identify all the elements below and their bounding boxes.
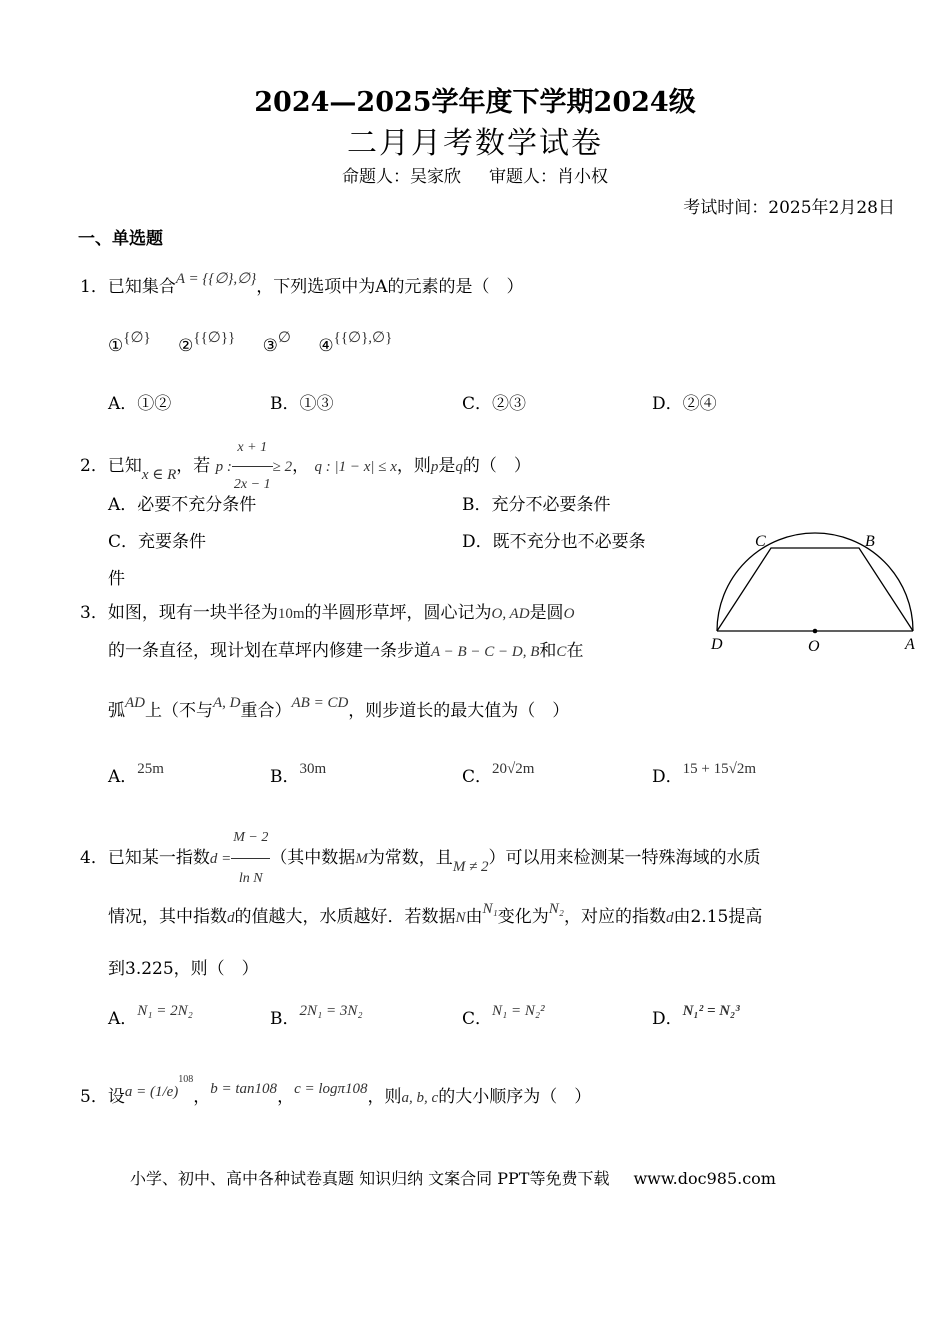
question-text: 情况，其中指数 [108, 907, 227, 927]
fraction-numerator: x + 1 [232, 430, 273, 467]
option-label: A． [108, 767, 138, 787]
math-expression: AD [125, 695, 145, 711]
question-number: 2． [80, 456, 108, 476]
question-text: （其中数据 [270, 848, 356, 868]
math-expression: ∅ [277, 330, 291, 346]
question-text: 在 [566, 641, 584, 661]
math-expression: p [430, 459, 439, 475]
question-text: 为常数，且 [367, 848, 453, 868]
label-a: A [905, 636, 915, 653]
option-label: C． [462, 767, 493, 787]
question-text: ，下列选项中为A的元素的是（ ） [256, 277, 524, 297]
option-b[interactable]: B．充分不必要条件 [462, 495, 611, 515]
option-value: 25m [137, 761, 164, 777]
math-expression: AB = CD [291, 695, 349, 711]
option-label: D． [652, 1009, 683, 1029]
question-text: 上（不与 [145, 701, 213, 721]
question-number: 3． [80, 603, 108, 623]
label-b: B [865, 533, 875, 550]
item-mark: ① [108, 336, 124, 356]
question-4 [80, 818, 761, 899]
q1-items [108, 330, 393, 356]
question-text: ，对应的指数 [563, 907, 666, 927]
question-text: 弧 [108, 701, 125, 721]
question-number: 5． [80, 1087, 108, 1107]
option-value: 2N₁ = 3N₂ [299, 1003, 363, 1019]
math-expression: {{∅},∅} [333, 330, 393, 346]
item-mark: ③ [262, 336, 278, 356]
question-text: 已知某一指数 [107, 848, 210, 868]
option-label: D． [652, 767, 683, 787]
fraction [231, 818, 270, 899]
math-expression: d [227, 910, 235, 926]
question-text: ，则 [396, 456, 431, 476]
math-expression: A = {{∅},∅} [175, 271, 257, 287]
math-expression: M [355, 851, 368, 867]
exam-time: 考试时间：2025年2月28日 [683, 198, 895, 218]
option-d-wrap: 件 [108, 569, 125, 589]
fraction-numerator: M − 2 [231, 818, 270, 859]
math-expression: N [455, 910, 466, 926]
math-expression: A − B − C − D, B [431, 644, 540, 660]
label-d: D [711, 636, 723, 653]
option-a[interactable]: A．①② [108, 394, 172, 414]
exam-title-line2: 二月月考数学试卷 [347, 126, 603, 161]
math-expression: p : [215, 459, 232, 475]
question-text: 的值越大，水质越好．若数据 [234, 907, 456, 927]
option-d[interactable] [652, 762, 756, 787]
option-b[interactable] [270, 1004, 363, 1029]
author-label: 命题人： [342, 167, 410, 187]
footer-text: 小学、初中、高中各种试卷真题 知识归纳 文案合同 PPT等免费下载 [130, 1169, 610, 1188]
option-a[interactable] [108, 1004, 193, 1029]
math-expression: a, b, c [401, 1090, 439, 1106]
question-4-line3: 到3.225，则（ ） [108, 959, 259, 979]
fraction-denominator: ln N [238, 871, 263, 886]
question-text: 设 [107, 1087, 125, 1107]
math-expression: A, D [213, 695, 241, 711]
author-line [0, 162, 950, 187]
option-b[interactable]: B．①③ [270, 394, 334, 414]
footer [130, 1166, 776, 1189]
question-4-line2 [108, 902, 762, 927]
center-point [813, 629, 818, 634]
question-text: 重合） [240, 701, 292, 721]
question-text: 和 [539, 641, 557, 661]
question-text: 的一条直径，现计划在草坪内修建一条步道 [108, 641, 431, 661]
option-a[interactable]: A．必要不充分条件 [108, 495, 257, 515]
option-d[interactable]: D．既不充分也不必要条 [462, 532, 646, 552]
option-value: N₁² = N₂³ [682, 1003, 740, 1019]
math-expression: q : |1 − x| ≤ x [314, 459, 397, 475]
question-text: ，则 [367, 1087, 402, 1107]
math-exponent: 108 [178, 1074, 194, 1085]
math-expression: ≥ 2 [272, 459, 293, 475]
math-expression: b = tan108 [210, 1081, 278, 1097]
math-expression: C [556, 644, 567, 660]
item-mark: ④ [318, 336, 334, 356]
option-b[interactable] [270, 762, 326, 787]
math-expression: N₂ [548, 901, 564, 917]
math-expression: {{∅}} [193, 330, 236, 346]
footer-url[interactable]: www.doc985.com [633, 1169, 776, 1188]
option-c[interactable]: C．充要条件 [108, 532, 207, 552]
math-expression: q [455, 459, 463, 475]
math-expression: M ≠ 2 [452, 859, 489, 875]
question-number: 4． [80, 848, 108, 868]
question-text: 已知集合 [107, 277, 176, 297]
question-text: 已知 [107, 456, 142, 476]
option-label: B． [270, 767, 300, 787]
question-text: 变化为 [497, 907, 549, 927]
question-text: 是圆 [529, 603, 564, 623]
option-label: B． [270, 1009, 300, 1029]
math-expression: c = logπ108 [294, 1081, 368, 1097]
math-expression: 10m [277, 606, 305, 622]
exam-title-line1: 2024—2025学年度下学期2024级 [254, 87, 696, 118]
question-3-line3 [108, 696, 569, 721]
option-a[interactable] [108, 762, 164, 787]
option-d[interactable]: D．②④ [652, 394, 717, 414]
label-o: O [808, 638, 820, 655]
option-value: 30m [299, 761, 327, 777]
question-text: ， [292, 456, 310, 476]
author-name: 吴家欣 [410, 167, 461, 187]
question-5 [80, 1074, 592, 1107]
question-text: ， [193, 1087, 211, 1107]
math-expression: N₁ [482, 901, 498, 917]
option-c[interactable] [462, 1004, 545, 1029]
math-expression: d = [209, 851, 232, 867]
option-value: N₁ = N₂² [492, 1003, 545, 1019]
math-expression: O [563, 606, 575, 622]
fraction-denominator: 2x − 1 [233, 477, 271, 492]
reviewer-name: 肖小权 [557, 167, 608, 187]
option-value: 15 + 15√2m [682, 761, 756, 777]
reviewer-label: 审题人： [489, 167, 557, 187]
question-3-line2 [108, 636, 583, 661]
question-text: ， [277, 1087, 295, 1107]
semicircle-figure [705, 525, 930, 660]
label-c: C [755, 533, 766, 550]
math-expression: x ∈ R [141, 467, 177, 483]
question-text: ）可以用来检测某一特殊海域的水质 [488, 848, 761, 868]
option-label: C． [462, 1009, 493, 1029]
option-d[interactable] [652, 1004, 740, 1029]
option-c[interactable] [462, 762, 534, 787]
question-text: 如图，现有一块半径为 [107, 603, 278, 623]
section-heading: 一、单选题 [78, 229, 163, 249]
question-1 [80, 272, 524, 297]
question-text: 的半圆形草坪，圆心记为 [304, 603, 492, 623]
question-text: 由 [465, 907, 483, 927]
question-text: 由2.15提高 [673, 907, 763, 927]
question-text: 是 [438, 456, 456, 476]
option-c[interactable]: C．②③ [462, 394, 527, 414]
math-expression: d [665, 910, 674, 926]
option-value: 20√2m [492, 761, 535, 777]
math-expression: a = (1/e) [124, 1084, 179, 1100]
math-expression: O, AD [491, 606, 530, 622]
item-mark: ② [178, 336, 194, 356]
math-expression: {∅} [123, 330, 151, 346]
question-text: ，则步道长的最大值为（ ） [348, 701, 570, 721]
option-label: A． [108, 1009, 138, 1029]
question-text: ，若 [176, 456, 211, 476]
question-text: 的（ ） [462, 456, 531, 476]
question-text: 的大小顺序为（ ） [438, 1087, 592, 1107]
question-3 [80, 598, 574, 623]
option-value: N₁ = 2N₂ [137, 1003, 193, 1019]
question-number: 1． [80, 277, 108, 297]
